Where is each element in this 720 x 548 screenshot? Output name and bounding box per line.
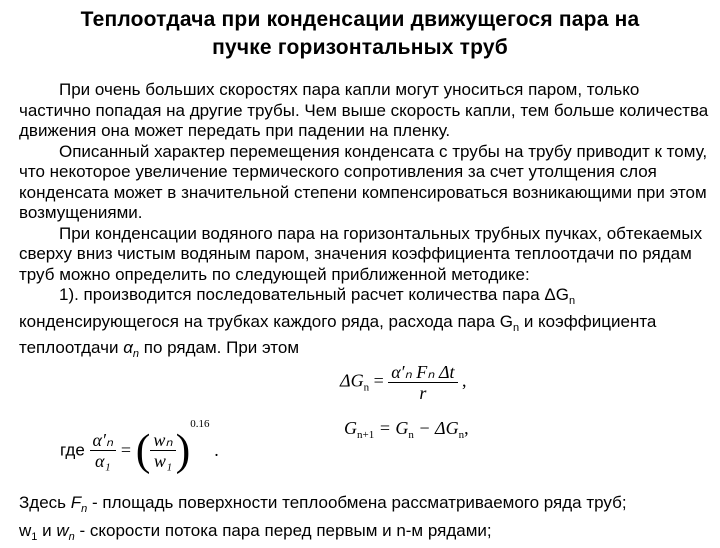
footer-l2-sub-1: 1 <box>31 531 38 543</box>
footer-l2-text-2: - скорости потока пара перед первым и n-м рядами; <box>74 521 492 540</box>
f3-left-den: α₁ <box>94 451 111 472</box>
footer-l1-sub: n <box>81 503 88 515</box>
footer-l2-wn: w <box>56 521 69 540</box>
p4-text-4: по рядам. При этом <box>139 338 300 357</box>
paragraph-1: При очень больших скоростях пара капли могут уноситься паром, только частично попадая на другие трубы. Чем выше скорость капли, тем больше количества движения она может передать при падении на пленку. <box>19 80 709 140</box>
left-paren: ( <box>135 425 151 475</box>
f3-eq: = <box>120 440 131 461</box>
title-line-2: пучке горизонтальных труб <box>212 36 508 59</box>
f3-left-fraction <box>90 430 117 471</box>
f3-inner-num: wₙ <box>150 430 175 451</box>
f1-numerator: α′ₙ Fₙ Δt <box>388 362 457 383</box>
body-text <box>19 80 709 365</box>
right-paren: ) <box>175 425 191 475</box>
footer-line-2 <box>19 520 709 548</box>
f2-rhs2-sub: n <box>458 429 465 441</box>
f1-tail: , <box>462 370 467 391</box>
p4-sub-1: n <box>568 295 576 307</box>
p4-text-1: 1). производится последовательный расчет количества пара ΔG <box>59 285 569 304</box>
footer-l1-text-1: Здесь <box>19 493 71 512</box>
f2-rhs-sub: n <box>408 429 414 441</box>
f3-inner-den: w₁ <box>153 451 173 472</box>
f3-label: где <box>60 440 85 460</box>
formula-g-next <box>344 418 469 441</box>
f3-exponent: 0.16 <box>190 418 210 430</box>
paragraph-3: При конденсации водяного пара на горизонтальных трубных пучках, обтекаемых сверху вниз чистым водяным паром, значения коэффициента теплоотдачи по рядам труб можно определить по следующей приближенной методике: <box>19 223 703 284</box>
p4-text-2: конденсирующегося на трубках каждого ряда, расхода пара G <box>19 311 513 331</box>
f2-rhs: = G <box>378 418 409 438</box>
formula-delta-g <box>340 362 467 403</box>
footer-l2-text-1: и <box>37 521 57 540</box>
footer-l2-sub-2: n <box>68 531 75 543</box>
f2-lhs: G <box>344 418 357 438</box>
footer-l2-w: w <box>19 521 32 540</box>
f3-left-num: α′ₙ <box>90 430 117 451</box>
f1-lhs-sub: n <box>363 381 370 394</box>
paragraph-2: Описанный характер перемещения конденсата с трубы на трубу приводит к тому, что некоторое увеличение термического сопротивления за счет утолщения слоя конденсата может в значительной степени компенсироваться возникающими при этом возмущениями. <box>19 141 708 222</box>
slide-title <box>0 6 720 62</box>
f2-rhs2: − ΔG <box>413 418 459 438</box>
f3-tail: . <box>214 440 219 461</box>
p4-alpha: α <box>123 338 133 357</box>
paragraph-4 <box>19 285 709 365</box>
f3-inner-fraction <box>150 430 175 471</box>
formula-ratio <box>60 418 219 473</box>
p4-sub-2: n <box>512 321 520 334</box>
footer-line-1 <box>19 492 709 520</box>
p4-text-3: и коэффициента теплоотдачи <box>19 311 657 357</box>
f1-lhs: ΔG <box>340 370 364 391</box>
title-line-1: Теплоотдача при конденсации движущегося пара на <box>80 8 640 31</box>
f2-tail: , <box>464 418 469 438</box>
f1-eq: = <box>373 370 384 391</box>
f2-lhs-sub: n+1 <box>357 429 375 441</box>
footer-l1-text-2: - площадь поверхности теплообмена рассматриваемого ряда труб; <box>87 493 627 512</box>
p4-sub-3: n <box>132 348 140 360</box>
footer-l1-F: F <box>70 493 82 512</box>
f1-denominator: r <box>419 383 427 403</box>
f1-fraction <box>388 362 457 403</box>
